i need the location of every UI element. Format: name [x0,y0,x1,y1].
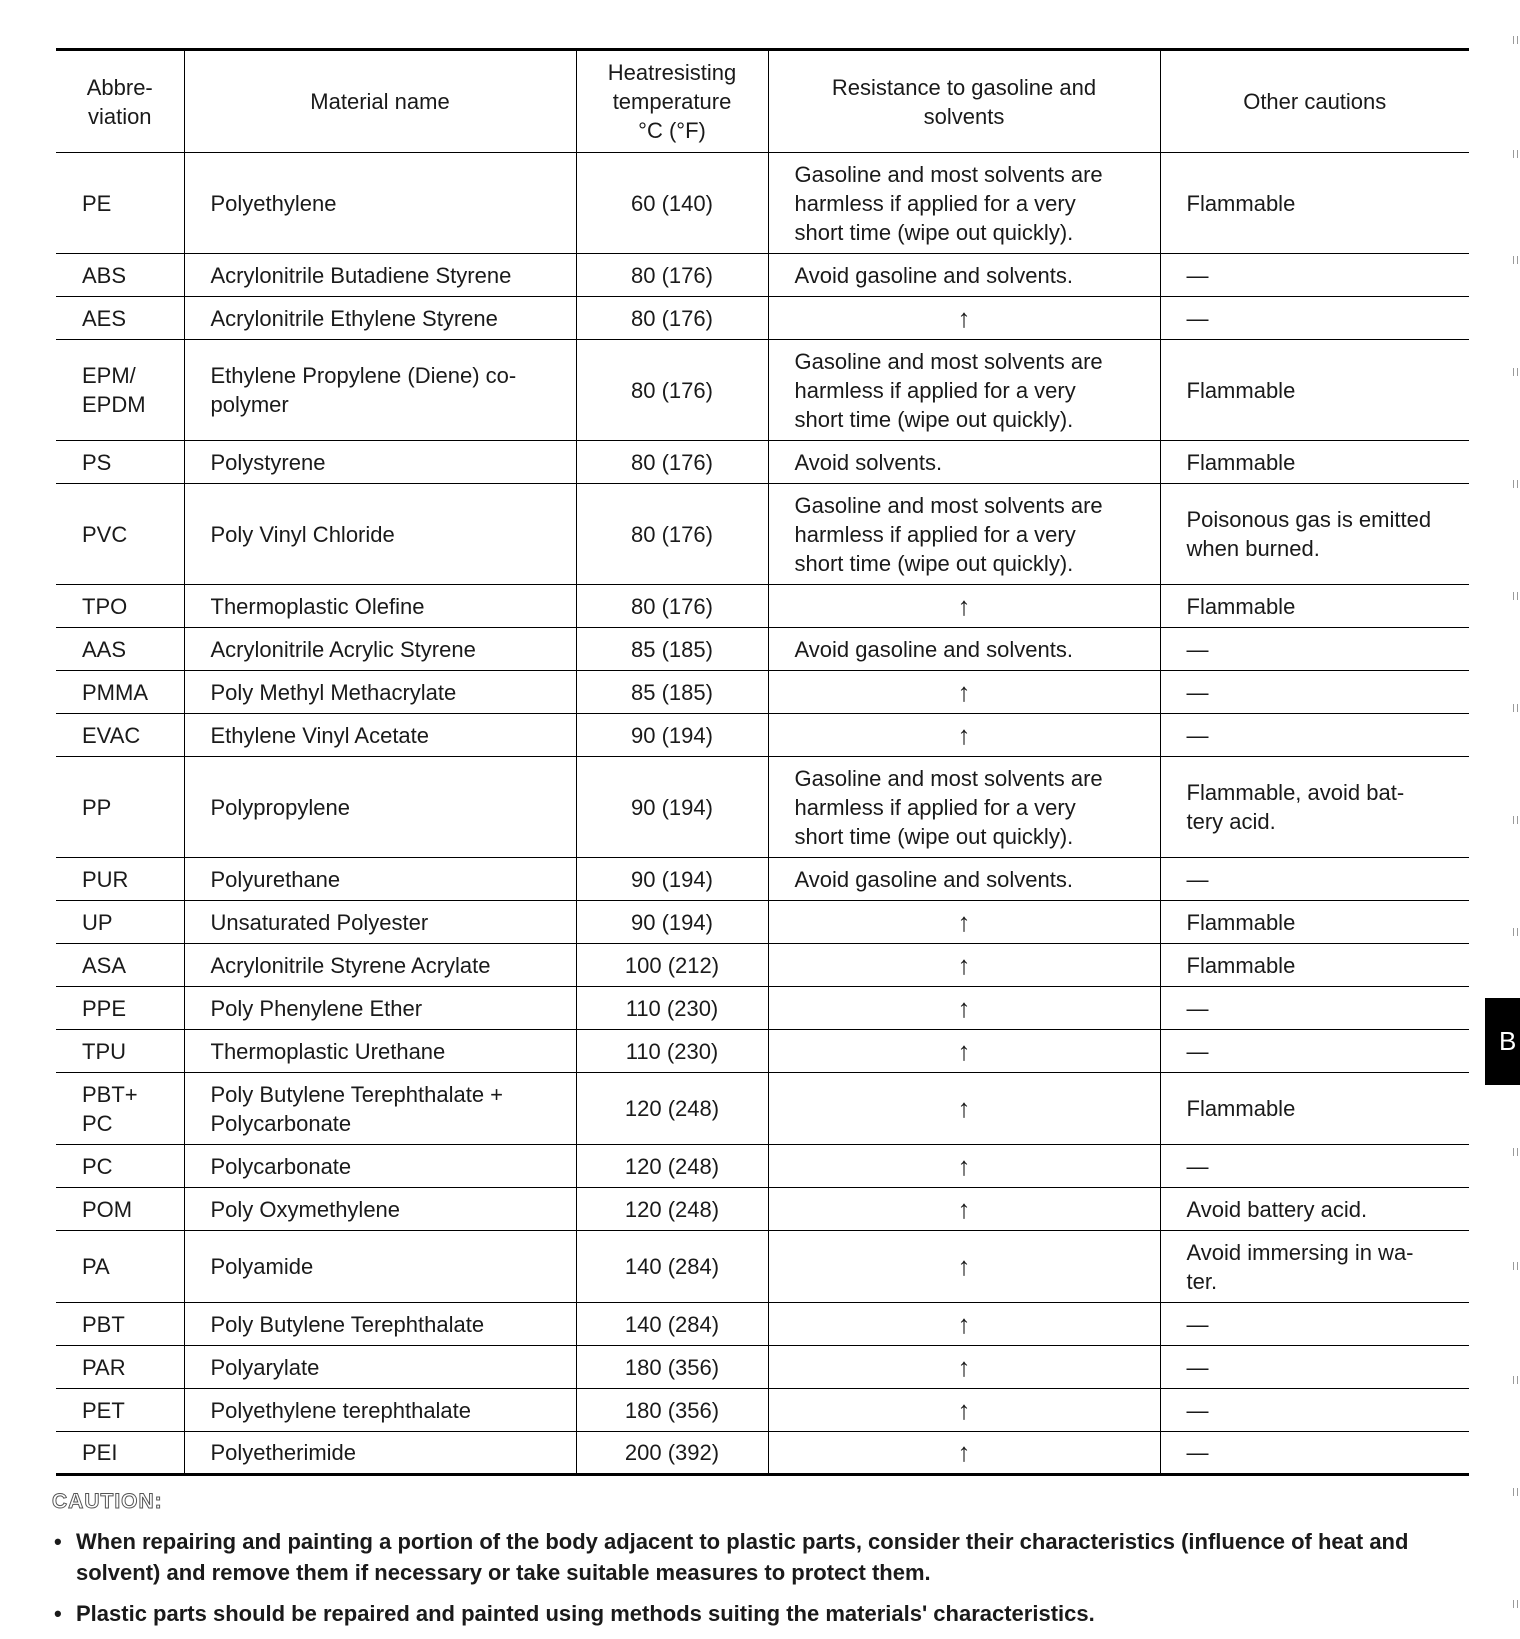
cell-temperature: 200 (392) [576,1432,768,1475]
cell-abbreviation: PVC [56,484,184,585]
cell-material-name: Poly Phenylene Ether [184,987,576,1030]
table-row [56,757,1469,858]
cell-abbreviation: PP [56,757,184,858]
cell-other-cautions: — [1160,1145,1469,1188]
cell-material-name: Polypropylene [184,757,576,858]
same-as-above-arrow-icon: ↑ [768,1346,1160,1389]
cell-abbreviation: PS [56,441,184,484]
cell-material-name: Acrylonitrile Butadiene Styrene [184,254,576,297]
margin-mark [1513,480,1518,488]
cell-material-name: Polycarbonate [184,1145,576,1188]
cell-material-name: Polyethylene terephthalate [184,1389,576,1432]
cell-other-cautions: Poisonous gas is emitted when burned. [1160,484,1469,585]
cell-temperature: 90 (194) [576,714,768,757]
caution-title: CAUTION: [52,1490,163,1513]
margin-mark [1513,150,1518,158]
margin-mark [1513,256,1518,264]
cell-resistance: Avoid solvents. [768,441,1160,484]
margin-mark [1513,704,1518,712]
same-as-above-arrow-icon: ↑ [768,1030,1160,1073]
cell-other-cautions: — [1160,714,1469,757]
plastic-materials-table [56,48,1469,1476]
cell-other-cautions: Flammable [1160,153,1469,254]
cell-abbreviation: ABS [56,254,184,297]
cell-material-name: Poly Methyl Methacrylate [184,671,576,714]
cell-other-cautions: — [1160,1389,1469,1432]
table-row [56,944,1469,987]
same-as-above-arrow-icon: ↑ [768,1145,1160,1188]
table-row [56,1188,1469,1231]
caution-item [52,1526,1472,1588]
cell-material-name: Ethylene Vinyl Acetate [184,714,576,757]
cell-temperature: 80 (176) [576,585,768,628]
same-as-above-arrow-icon: ↑ [768,1188,1160,1231]
cell-temperature: 85 (185) [576,628,768,671]
cell-material-name: Thermoplastic Urethane [184,1030,576,1073]
cell-resistance: Avoid gasoline and solvents. [768,254,1160,297]
header-resistance: Resistance to gasoline and solvents [768,50,1160,153]
table-row [56,1432,1469,1475]
cell-other-cautions: — [1160,628,1469,671]
cell-abbreviation: TPU [56,1030,184,1073]
cell-abbreviation: PAR [56,1346,184,1389]
cell-material-name: Thermoplastic Olefine [184,585,576,628]
cell-temperature: 80 (176) [576,441,768,484]
table-body [56,153,1469,1475]
cell-abbreviation: PE [56,153,184,254]
cell-abbreviation: TPO [56,585,184,628]
cell-abbreviation: EVAC [56,714,184,757]
cell-other-cautions: Flammable [1160,944,1469,987]
same-as-above-arrow-icon: ↑ [768,1389,1160,1432]
table-row [56,340,1469,441]
table-row [56,714,1469,757]
table-header-row [56,50,1469,153]
table-row [56,153,1469,254]
cell-other-cautions: — [1160,1346,1469,1389]
cell-other-cautions: Flammable [1160,1073,1469,1145]
cell-other-cautions: Flammable [1160,340,1469,441]
cell-material-name: Polyarylate [184,1346,576,1389]
cell-temperature: 90 (194) [576,858,768,901]
cell-abbreviation: PPE [56,987,184,1030]
cell-other-cautions: Flammable, avoid bat- tery acid. [1160,757,1469,858]
table-row [56,628,1469,671]
same-as-above-arrow-icon: ↑ [768,585,1160,628]
same-as-above-arrow-icon: ↑ [768,987,1160,1030]
cell-resistance: Gasoline and most solvents are harmless if applied for a very short time (wipe out quickly). [768,153,1160,254]
cell-material-name: Polyethylene [184,153,576,254]
cell-abbreviation: PMMA [56,671,184,714]
cell-resistance: Avoid gasoline and solvents. [768,628,1160,671]
cell-temperature: 80 (176) [576,297,768,340]
bullet-icon: • [54,1601,62,1626]
cell-abbreviation: EPM/ EPDM [56,340,184,441]
same-as-above-arrow-icon: ↑ [768,671,1160,714]
cell-other-cautions: — [1160,858,1469,901]
table-row [56,1389,1469,1432]
cell-abbreviation: POM [56,1188,184,1231]
margin-mark [1513,1600,1518,1608]
cell-temperature: 100 (212) [576,944,768,987]
cell-other-cautions: — [1160,297,1469,340]
table-row [56,901,1469,944]
header-heat-resisting-temperature: Heatresisting temperature °C (°F) [576,50,768,153]
table-row [56,987,1469,1030]
cell-temperature: 80 (176) [576,254,768,297]
cell-material-name: Poly Oxymethylene [184,1188,576,1231]
cell-abbreviation: AES [56,297,184,340]
same-as-above-arrow-icon: ↑ [768,901,1160,944]
margin-mark [1513,928,1518,936]
cell-temperature: 85 (185) [576,671,768,714]
table-row [56,1346,1469,1389]
cell-temperature: 120 (248) [576,1073,768,1145]
cell-temperature: 180 (356) [576,1389,768,1432]
cell-abbreviation: PEI [56,1432,184,1475]
margin-mark [1513,1262,1518,1270]
table-row [56,254,1469,297]
cell-temperature: 90 (194) [576,757,768,858]
cell-material-name: Polystyrene [184,441,576,484]
cell-material-name: Poly Butylene Terephthalate + Polycarbonate [184,1073,576,1145]
cell-material-name: Acrylonitrile Acrylic Styrene [184,628,576,671]
same-as-above-arrow-icon: ↑ [768,297,1160,340]
cell-abbreviation: PC [56,1145,184,1188]
cell-material-name: Poly Vinyl Chloride [184,484,576,585]
cell-other-cautions: — [1160,1432,1469,1475]
table-row [56,1231,1469,1303]
cell-other-cautions: Flammable [1160,585,1469,628]
cell-temperature: 80 (176) [576,340,768,441]
header-other-cautions: Other cautions [1160,50,1469,153]
cell-other-cautions: Avoid battery acid. [1160,1188,1469,1231]
cell-abbreviation: PUR [56,858,184,901]
cell-material-name: Acrylonitrile Ethylene Styrene [184,297,576,340]
cell-abbreviation: PET [56,1389,184,1432]
cell-temperature: 110 (230) [576,987,768,1030]
cell-other-cautions: Flammable [1160,901,1469,944]
cell-material-name: Polyurethane [184,858,576,901]
cell-temperature: 180 (356) [576,1346,768,1389]
cell-other-cautions: Avoid immersing in wa- ter. [1160,1231,1469,1303]
table-row [56,1145,1469,1188]
cell-temperature: 80 (176) [576,484,768,585]
header-material-name: Material name [184,50,576,153]
table-row [56,1073,1469,1145]
table-row [56,484,1469,585]
caution-item-text: Plastic parts should be repaired and painted using methods suiting the materials' characteristics. [76,1601,1095,1626]
cell-temperature: 140 (284) [576,1231,768,1303]
margin-mark [1513,1376,1518,1384]
cell-other-cautions: Flammable [1160,441,1469,484]
cell-resistance: Gasoline and most solvents are harmless if applied for a very short time (wipe out quickly). [768,757,1160,858]
cell-resistance: Gasoline and most solvents are harmless if applied for a very short time (wipe out quickly). [768,340,1160,441]
table-row [56,858,1469,901]
cell-temperature: 120 (248) [576,1188,768,1231]
same-as-above-arrow-icon: ↑ [768,944,1160,987]
same-as-above-arrow-icon: ↑ [768,1303,1160,1346]
cell-material-name: Ethylene Propylene (Diene) co- polymer [184,340,576,441]
cell-abbreviation: PBT+ PC [56,1073,184,1145]
cell-temperature: 120 (248) [576,1145,768,1188]
cell-material-name: Poly Butylene Terephthalate [184,1303,576,1346]
section-tab[interactable]: B [1485,998,1520,1085]
same-as-above-arrow-icon: ↑ [768,1231,1160,1303]
table-row [56,671,1469,714]
same-as-above-arrow-icon: ↑ [768,1432,1160,1475]
table-row [56,1303,1469,1346]
caution-section [52,1490,1472,1639]
cell-abbreviation: ASA [56,944,184,987]
same-as-above-arrow-icon: ↑ [768,714,1160,757]
cell-temperature: 90 (194) [576,901,768,944]
margin-mark [1513,1488,1518,1496]
cell-other-cautions: — [1160,987,1469,1030]
cell-temperature: 110 (230) [576,1030,768,1073]
bullet-icon: • [54,1529,62,1554]
margin-mark [1513,1148,1518,1156]
cell-other-cautions: — [1160,671,1469,714]
cell-temperature: 140 (284) [576,1303,768,1346]
cell-temperature: 60 (140) [576,153,768,254]
cell-abbreviation: UP [56,901,184,944]
same-as-above-arrow-icon: ↑ [768,1073,1160,1145]
cell-resistance: Gasoline and most solvents are harmless if applied for a very short time (wipe out quickly). [768,484,1160,585]
caution-item-text: When repairing and painting a portion of the body adjacent to plastic parts, consider their characteristics (influence of heat and solvent) and remove them if necessary or take suitable measures to protect them. [76,1529,1409,1585]
margin-mark [1513,368,1518,376]
table-row [56,1030,1469,1073]
cell-material-name: Acrylonitrile Styrene Acrylate [184,944,576,987]
cell-abbreviation: PBT [56,1303,184,1346]
margin-mark [1513,816,1518,824]
cell-material-name: Unsaturated Polyester [184,901,576,944]
caution-list [52,1526,1472,1629]
cell-material-name: Polyamide [184,1231,576,1303]
cell-other-cautions: — [1160,254,1469,297]
cell-abbreviation: PA [56,1231,184,1303]
cell-resistance: Avoid gasoline and solvents. [768,858,1160,901]
margin-mark [1513,592,1518,600]
table-row [56,585,1469,628]
table-row [56,441,1469,484]
cell-other-cautions: — [1160,1030,1469,1073]
cell-other-cautions: — [1160,1303,1469,1346]
table-row [56,297,1469,340]
header-abbreviation: Abbre- viation [56,50,184,153]
caution-item [52,1598,1472,1629]
cell-material-name: Polyetherimide [184,1432,576,1475]
cell-abbreviation: AAS [56,628,184,671]
margin-mark [1513,36,1518,44]
